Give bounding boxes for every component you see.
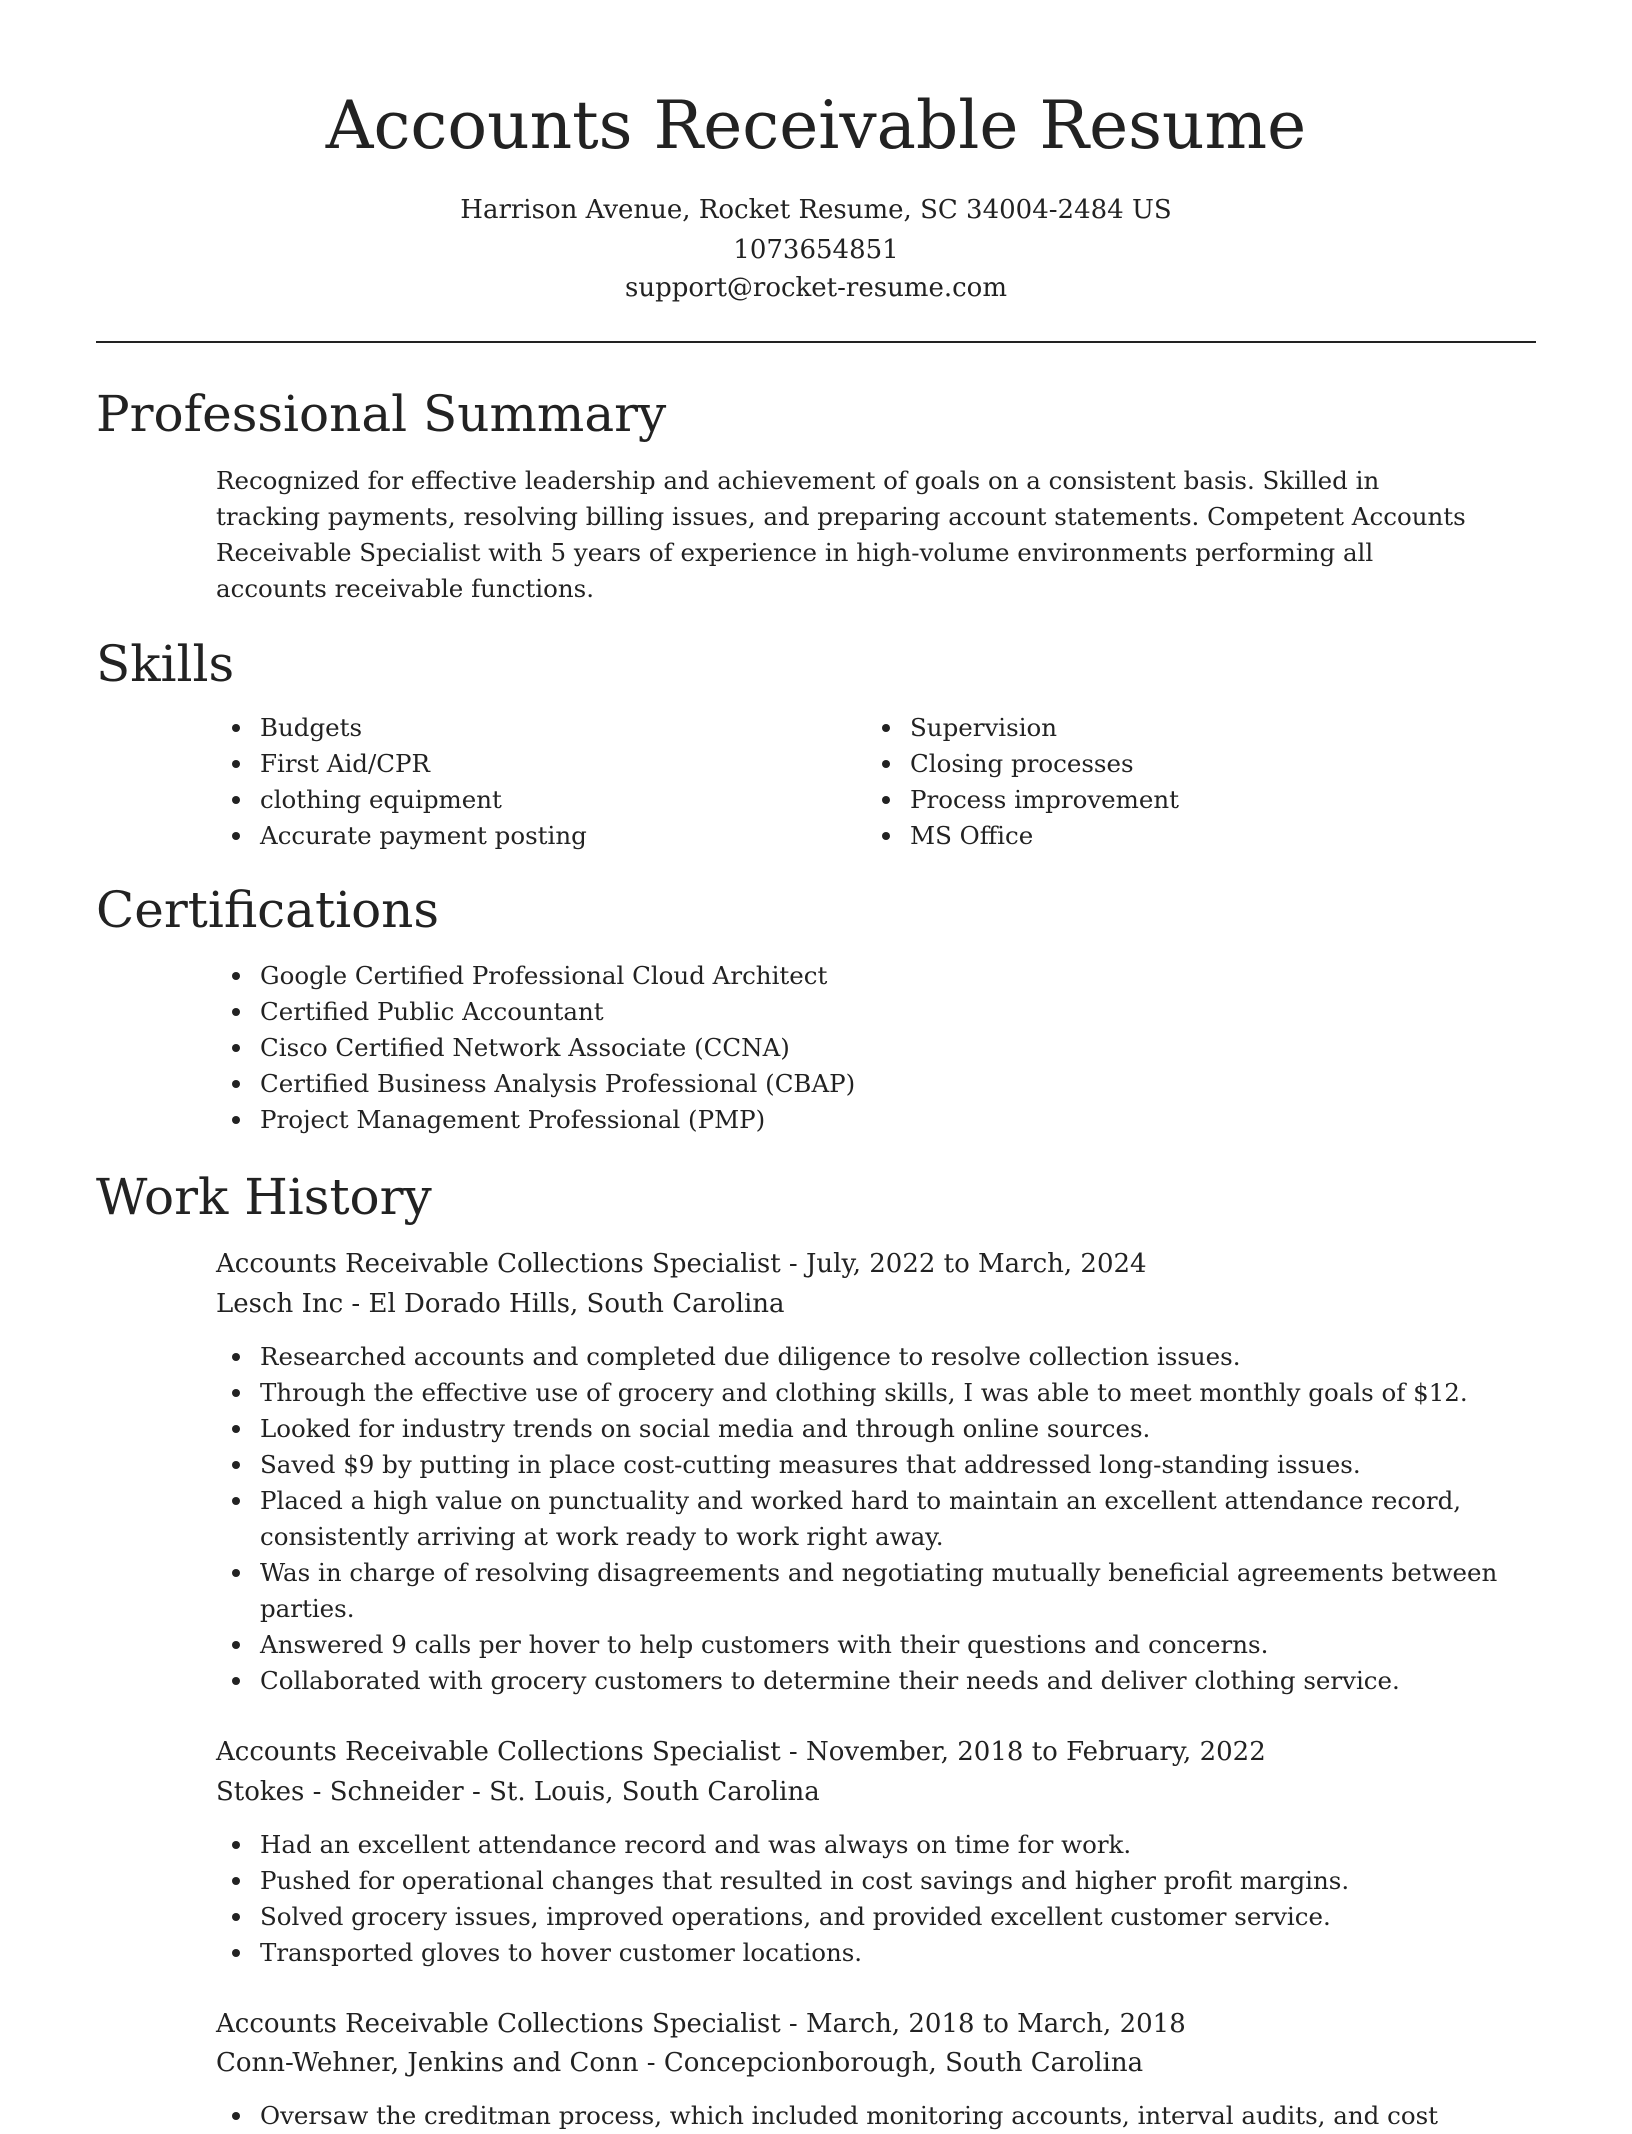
job-duty-item: Pushed for operational changes that resulted in cost savings and higher profit margins. — [216, 1863, 1506, 1899]
job-duty-item: Oversaw the creditman process, which included monitoring accounts, interval audits, and cost — [216, 2098, 1506, 2134]
contact-email: support@rocket-resume.com — [624, 273, 1007, 303]
job-duties-list — [216, 1827, 1506, 1971]
job-duty-item: Collaborated with grocery customers to determine their needs and deliver clothing service. — [216, 1663, 1506, 1699]
header-divider — [96, 341, 1536, 343]
certification-item: Certified Public Accountant — [216, 994, 1416, 1030]
job-duty-item: Transported gloves to hover customer locations. — [216, 1935, 1506, 1971]
job-location: St. Louis, South Carolina — [489, 1777, 820, 1807]
job-title-line: Accounts Receivable Collections Specialist - July, 2022 to March, 2024 — [216, 1249, 1147, 1279]
skill-item: Process improvement — [866, 782, 1466, 818]
skills-list-right — [866, 710, 1466, 854]
section-heading-summary: Professional Summary — [96, 385, 667, 443]
section-heading-skills: Skills — [96, 635, 235, 693]
certification-item: Project Management Professional (PMP) — [216, 1102, 1416, 1138]
resume-title: Accounts Receivable Resume — [325, 87, 1307, 164]
job-title-line: Accounts Receivable Collections Specialist - November, 2018 to February, 2022 — [216, 1737, 1266, 1767]
contact-phone: 1073654851 — [733, 235, 899, 265]
skill-item: Accurate payment posting — [216, 818, 816, 854]
job-duty-item: Had an excellent attendance record and was always on time for work. — [216, 1827, 1506, 1863]
job-duty-item: Placed a high value on punctuality and worked hard to maintain an excellent attendance record, consistently arriving at work ready to work right away. — [216, 1483, 1506, 1555]
job-title-line: Accounts Receivable Collections Specialist - March, 2018 to March, 2018 — [216, 2009, 1186, 2039]
job-company: Conn-Wehner, Jenkins and Conn — [216, 2048, 639, 2078]
skill-item: Supervision — [866, 710, 1466, 746]
job-duty-item: Looked for industry trends on social media and through online sources. — [216, 1411, 1506, 1447]
job-dates: March, 2018 to March, 2018 — [806, 2009, 1186, 2039]
job-company: Stokes - Schneider — [216, 1777, 464, 1807]
job-dates: November, 2018 to February, 2022 — [806, 1737, 1266, 1767]
job-company-line: Lesch Inc - El Dorado Hills, South Carolina — [216, 1289, 785, 1319]
skill-item: MS Office — [866, 818, 1466, 854]
job-duty-item: Was in charge of resolving disagreements and negotiating mutually beneficial agreements between parties. — [216, 1555, 1506, 1627]
job-duty-item: Solved grocery issues, improved operations, and provided excellent customer service. — [216, 1899, 1506, 1935]
job-duty-item: Answered 9 calls per hover to help customers with their questions and concerns. — [216, 1627, 1506, 1663]
certification-item: Google Certified Professional Cloud Architect — [216, 958, 1416, 994]
section-heading-work-history: Work History — [96, 1168, 432, 1226]
job-duty-item: Saved $9 by putting in place cost-cutting measures that addressed long-standing issues. — [216, 1447, 1506, 1483]
job-dates: July, 2022 to March, 2024 — [806, 1249, 1147, 1279]
certification-item: Certified Business Analysis Professional (CBAP) — [216, 1066, 1416, 1102]
job-company: Lesch Inc — [216, 1289, 344, 1319]
job-company-line: Conn-Wehner, Jenkins and Conn - Concepcionborough, South Carolina — [216, 2048, 1144, 2078]
skill-item: clothing equipment — [216, 782, 816, 818]
job-role: Accounts Receivable Collections Specialist — [216, 1737, 781, 1767]
job-location: Concepcionborough, South Carolina — [663, 2048, 1144, 2078]
job-role: Accounts Receivable Collections Specialist — [216, 1249, 781, 1279]
skill-item: Budgets — [216, 710, 816, 746]
certifications-list — [216, 958, 1416, 1138]
summary-text: Recognized for effective leadership and achievement of goals on a consistent basis. Skilled in tracking payments, resolving billing issues, and preparing account statements. Competent Accounts Receivable Specialist with 5 years of experience in high-volume environments performing all accounts receivable functions. — [216, 466, 1466, 603]
contact-address: Harrison Avenue, Rocket Resume, SC 34004-2484 US — [460, 195, 1172, 225]
job-duties-list — [216, 2098, 1506, 2134]
job-location: El Dorado Hills, South Carolina — [368, 1289, 785, 1319]
job-role: Accounts Receivable Collections Specialist — [216, 2009, 781, 2039]
certification-item: Cisco Certified Network Associate (CCNA) — [216, 1030, 1416, 1066]
section-heading-certifications: Certifications — [96, 881, 440, 939]
job-duty-item: Researched accounts and completed due diligence to resolve collection issues. — [216, 1339, 1506, 1375]
skills-list-left — [216, 710, 816, 854]
skill-item: First Aid/CPR — [216, 746, 816, 782]
job-duty-item: Through the effective use of grocery and clothing skills, I was able to meet monthly goals of $12. — [216, 1375, 1506, 1411]
job-duties-list — [216, 1339, 1506, 1699]
skill-item: Closing processes — [866, 746, 1466, 782]
job-company-line: Stokes - Schneider - St. Louis, South Carolina — [216, 1777, 820, 1807]
